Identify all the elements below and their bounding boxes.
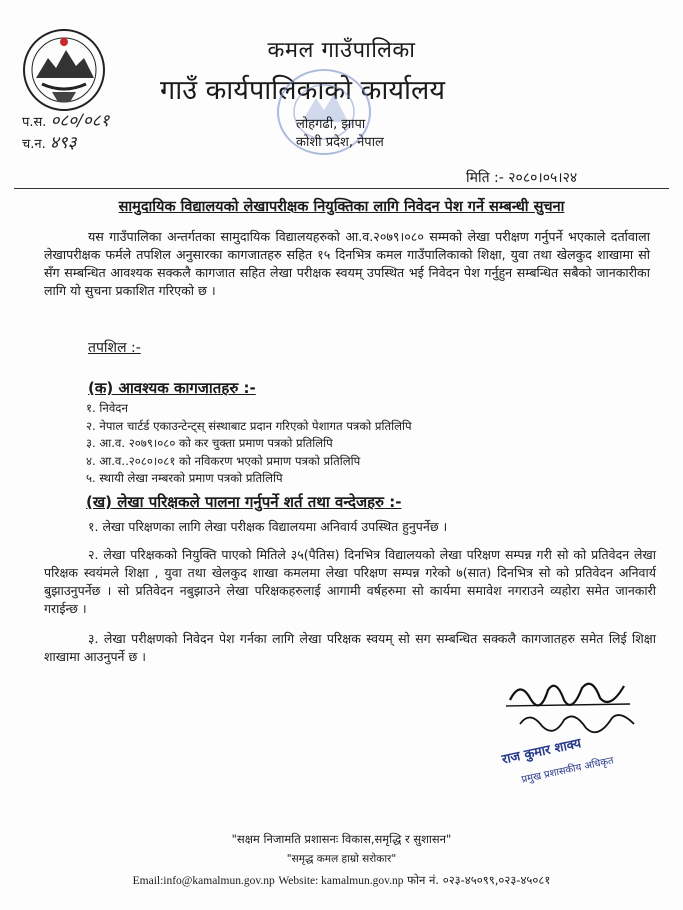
ref-number-row <box>22 111 109 133</box>
footer-motto: "सक्षम निजामति प्रशासनः विकास,समृद्धि र सुशासन" <box>231 832 452 846</box>
list-item: १. निवेदन <box>86 401 128 415</box>
condition-item-3: ३. लेखा परीक्षणको निवेदन पेश गर्नका लागि लेखा परिक्षक स्वयम् सो सग सम्बन्धित सक्कलै कागजातहरु समेत लिई शिक्षा शाखामा आउनुपर्ने छ । <box>44 631 656 664</box>
office-address <box>296 116 384 152</box>
footer-slogan: "समृद्ध कमल हाम्रो सरोकार" <box>286 853 397 865</box>
dispatch-number-value: ४९३ <box>49 133 77 153</box>
condition-item-2: २. लेखा परिक्षकको नियुक्ति पाएको मितिले ३५(पैतिस) दिनभित्र विद्यालयको लेखा परिक्षण सम्पन्न गरी सो को प्रतिवेदन लेखा परिक्षक स्वयंमले शिक्षा , युवा तथा खेलकुद शाखा कमलमा लेखा परिक्षण सम्पन्न गरेको ७(सात) दिनभित्र सो को प्रतिवेदन अनिवार्य बुझाउनुपर्नेछ । सो प्रतिवेदन नबुझाउने लेखा परिक्षकहरुलाई आगामी वर्षहरुमा सो कार्यमा समावेश नगराउने व्यहोरा समेत जानकारी गराईन्छ । <box>44 547 656 616</box>
ref-number-value: ०८०/०८१ <box>50 111 110 131</box>
notice-subject: सामुदायिक विद्यालयको लेखापरीक्षक नियुक्तिका लागि निवेदन पेश गर्ने सम्बन्धी सुचना <box>118 199 565 215</box>
list-item: ३. आ.व. २०७९।०८० को कर चुक्ता प्रमाण पत्रको प्रतिलिपि <box>86 436 333 451</box>
footer-contact <box>0 873 683 888</box>
list-item: ५. स्थायी लेखा नम्बरको प्रमाण पत्रको प्रतिलिपि <box>86 471 283 486</box>
details-heading: तपशिल :- <box>88 340 141 356</box>
list-item: ४. आ.व..२०८०।०८१ को नविकरण भएको प्रमाण पत्रको प्रतिलिपि <box>86 453 361 468</box>
office-title: गाउँ कार्यपालिकाको कार्यालय <box>160 75 445 106</box>
ref-number-label: प.स. <box>22 115 47 130</box>
dispatch-number-row <box>22 133 109 155</box>
reference-block <box>22 111 109 155</box>
condition-item-1: १. लेखा परिक्षणका लागि लेखा परीक्षक विद्यालयमा अनिवार्य उपस्थित हुनुपर्नेछ । <box>88 519 448 534</box>
auditor-conditions-heading: (ख) लेखा परिक्षकले पालना गर्नुपर्ने शर्त तथा वन्देजहरु :- <box>86 493 402 511</box>
list-item: २. नेपाल चार्टर्ड एकाउन्टेन्ट्स् संस्थाबाट प्रदान गरिएको पेशागत पत्रको प्रतिलिपि <box>86 418 412 433</box>
signatory-post-stamp: प्रमुख प्रशासकीय अधिकृत <box>520 755 615 786</box>
footer-phone: फोन नं. ०२३-४५०९९,०२३-४५०८१ <box>407 873 551 887</box>
dispatch-number-label: च.न. <box>22 137 46 152</box>
notice-intro-paragraph: यस गाउँपालिका अन्तर्गतका सामुदायिक विद्यालयहरुको आ.व.२०७९।०८० सम्मको लेखा परीक्षण गर्नुपर्ने भएकाले दर्तावाला लेखापरीक्षक फर्मले तपशिल अनुसारका कागजातहरु सहित १५ दिनभित्र कमल गाउँपालिकाको शिक्षा, युवा तथा खेलकुद शाखामा सो सँग सम्बन्धित आवश्यक सक्कलै कागजात सहित लेखा परीक्षक स्वयम् उपस्थित भई निवेदन पेश गर्नुहुन सम्बन्धित सबैको जानकारीका लागि यो सुचना प्रकाशित गरिएको छ । <box>44 229 650 298</box>
issue-date: मिति :- २०८०।०५।२४ <box>466 170 578 186</box>
address-line-1: लोहगढी, झापा <box>296 117 366 132</box>
signatory-name-stamp: राज कुमार शाक्य <box>500 736 583 768</box>
footer-email[interactable]: Email:info@kamalmun.gov.np <box>132 875 275 887</box>
footer-website[interactable]: Website: kamalmun.gov.np <box>278 875 404 887</box>
municipality-name: कमल गाउँपालिका <box>267 38 416 63</box>
required-documents-list <box>86 400 412 488</box>
required-documents-heading: (क) आवश्यक कागजातहरु :- <box>88 379 256 397</box>
address-line-2: कोशी प्रदेश, नेपाल <box>296 135 384 150</box>
header-divider <box>14 188 669 189</box>
